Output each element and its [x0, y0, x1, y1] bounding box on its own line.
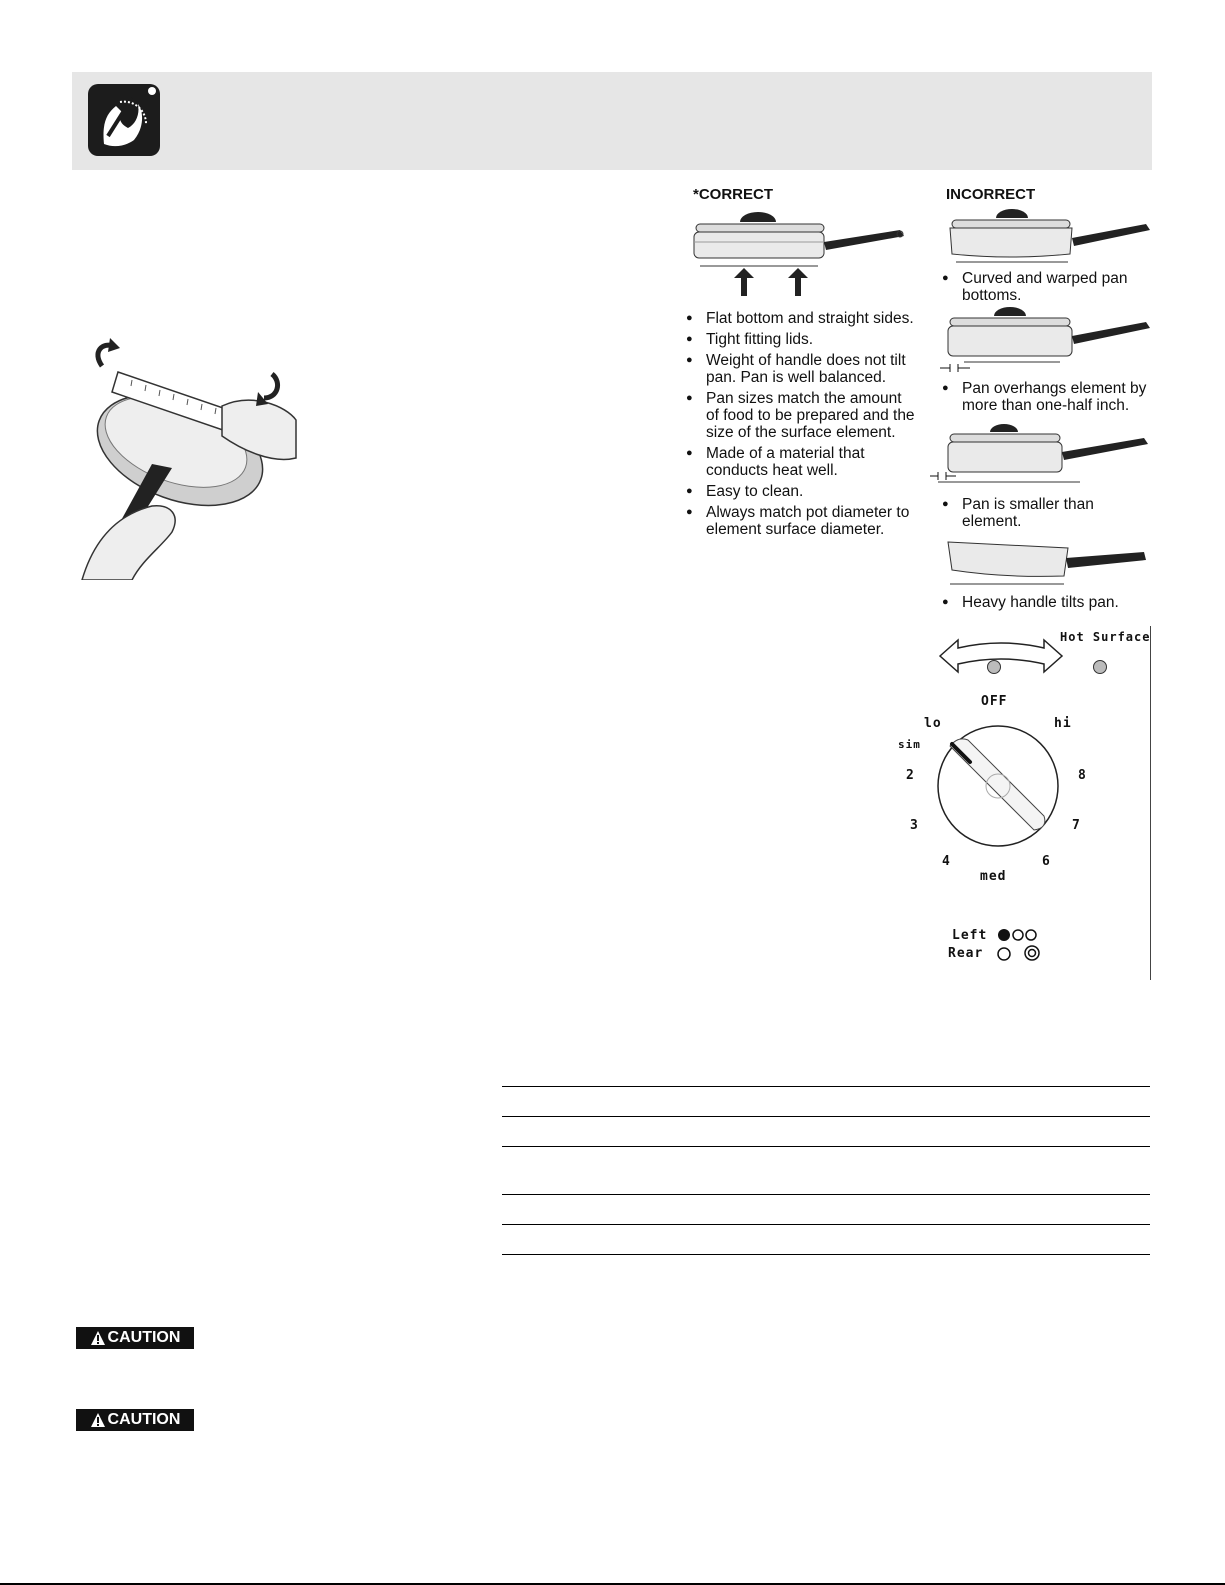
incorrect-heading: INCORRECT [946, 186, 1036, 203]
table-rule [502, 1194, 1150, 1195]
hot-surface-light [1093, 660, 1107, 674]
table-rule [502, 1086, 1150, 1087]
indicator-light [987, 660, 1001, 674]
position-label-left: Left [952, 928, 988, 943]
element-position-icon [996, 928, 1044, 962]
knob-label-lo: lo [924, 716, 942, 731]
incorrect-item-text: ● Heavy handle tilts pan. [942, 594, 1152, 611]
knob-label-sim: sim [898, 738, 921, 751]
control-panel-edge [1150, 626, 1151, 980]
incorrect-item-text: ● Pan overhangs element by more than one-half inch. [942, 380, 1152, 414]
knob-number: 6 [1042, 854, 1050, 869]
warped-pan-illustration [948, 206, 1152, 264]
table-rule [502, 1116, 1150, 1117]
small-pan-illustration [930, 420, 1152, 492]
knob-number: 3 [910, 818, 918, 833]
caution-label [76, 1409, 194, 1431]
hot-surface-label: Hot Surface [1060, 630, 1151, 644]
caution-text: CAUTION [107, 1411, 181, 1428]
knob-label-off: OFF [981, 694, 1008, 709]
correct-bullet: ● Flat bottom and straight sides. [686, 310, 916, 327]
correct-bullet-list [686, 310, 916, 542]
control-knob[interactable] [936, 724, 1060, 848]
knob-number: 4 [942, 854, 950, 869]
incorrect-item-text: ● Curved and warped pan bottoms. [942, 270, 1152, 304]
correct-bullet: ● Always match pot diameter to element surface diameter. [686, 504, 916, 538]
warning-triangle-icon [90, 1330, 106, 1346]
position-label-rear: Rear [948, 946, 984, 961]
incorrect-item-text: ● Pan is smaller than element. [942, 496, 1152, 530]
table-rule [502, 1224, 1150, 1225]
rotate-arrow-icon [938, 634, 1064, 674]
knob-number: 7 [1072, 818, 1080, 833]
knob-number: 2 [906, 768, 914, 783]
correct-bullet: ● Tight fitting lids. [686, 331, 916, 348]
correct-bullet: ● Pan sizes match the amount of food to be prepared and the size of the surface element. [686, 390, 916, 441]
section-banner [72, 72, 1152, 170]
pan-flatness-illustration [72, 336, 304, 580]
incorrect-item [942, 594, 1152, 615]
correct-bullet: ● Easy to clean. [686, 483, 916, 500]
knob-number: 8 [1078, 768, 1086, 783]
knob-label-med: med [980, 869, 1007, 884]
incorrect-item [942, 380, 1152, 418]
table-rule [502, 1146, 1150, 1147]
knob-label-hi: hi [1054, 716, 1072, 731]
cooktop-section-icon [88, 84, 160, 156]
correct-heading: *CORRECT [693, 186, 774, 203]
tilted-pan-illustration [944, 538, 1152, 590]
table-rule [502, 1254, 1150, 1255]
correct-bullet: ● Weight of handle does not tilt pan. Pan is well balanced. [686, 352, 916, 386]
incorrect-item [942, 496, 1152, 534]
incorrect-item [942, 270, 1152, 308]
caution-label [76, 1327, 194, 1349]
overhang-pan-illustration [940, 306, 1152, 376]
correct-pan-illustration [692, 208, 914, 304]
caution-text: CAUTION [107, 1329, 181, 1346]
warning-triangle-icon [90, 1412, 106, 1428]
correct-bullet: ● Made of a material that conducts heat well. [686, 445, 916, 479]
surface-control-panel [896, 626, 1152, 980]
